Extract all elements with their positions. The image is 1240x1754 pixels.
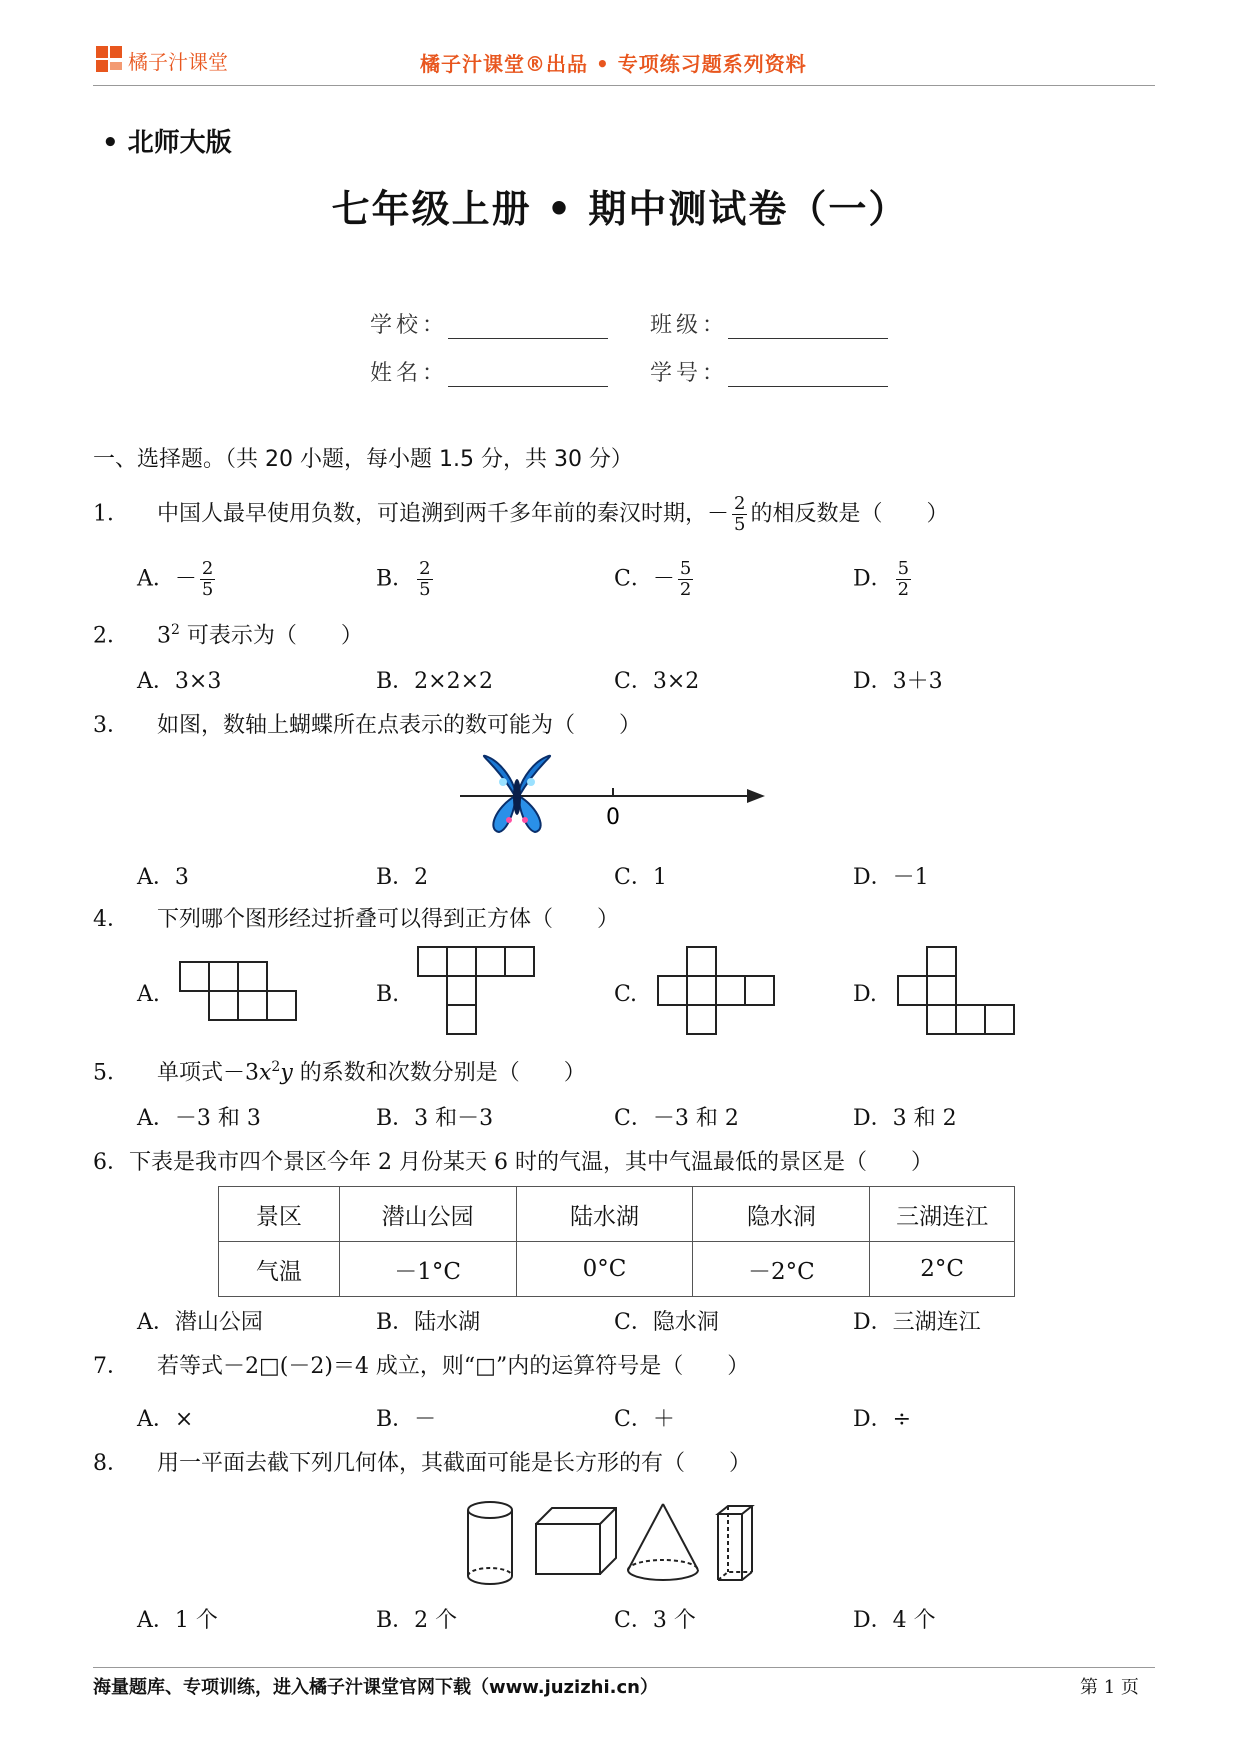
fraction	[417, 559, 432, 600]
axis-arrow-icon	[747, 789, 765, 803]
fraction	[896, 559, 911, 600]
table-cell: 三湖连江	[870, 1187, 1015, 1242]
q8-option-c[interactable]: C．3 个	[614, 1608, 696, 1633]
question-text: 的系数和次数分别是（ ）	[299, 1060, 586, 1086]
question-2	[93, 616, 363, 650]
school-blank[interactable]	[448, 316, 608, 339]
brand-name: 橘子汁课堂	[128, 50, 228, 74]
q4-option-c[interactable]: C.	[614, 982, 638, 1007]
table-cell: －1°C	[339, 1242, 516, 1297]
name-blank[interactable]	[448, 364, 608, 387]
q5-option-c[interactable]: C．－3 和 2	[614, 1106, 739, 1131]
q4-option-d[interactable]: D.	[853, 982, 877, 1007]
question-6	[93, 1149, 933, 1177]
q3-option-d[interactable]: D．－1	[853, 865, 929, 890]
option-label: B．	[376, 566, 415, 592]
q3-option-a[interactable]: A．3	[137, 865, 189, 890]
question-text: 的相反数是（ ）	[750, 501, 949, 527]
q1-option-a[interactable]	[137, 559, 218, 600]
info-row-2	[370, 356, 888, 387]
question-text: 下列哪个图形经过折叠可以得到正方体（ ）	[157, 907, 620, 932]
q8-option-d[interactable]: D．4 个	[853, 1608, 936, 1633]
class-label: 班级：	[650, 313, 729, 338]
q8-option-b[interactable]: B．2 个	[376, 1608, 458, 1633]
table-row	[219, 1187, 1015, 1242]
q7-option-a[interactable]: A．×	[137, 1407, 194, 1432]
question-number: 2．	[93, 623, 129, 649]
question-text: 如图，数轴上蝴蝶所在点表示的数可能为（ ）	[157, 713, 642, 738]
cylinder-icon	[468, 1502, 512, 1584]
fraction-denominator: 5	[419, 579, 431, 600]
header-divider	[93, 85, 1155, 86]
fraction-denominator: 5	[201, 579, 214, 600]
table-cell: 0°C	[516, 1242, 693, 1297]
option-label: D．	[853, 566, 893, 592]
q6-option-b[interactable]: B．陆水湖	[376, 1310, 481, 1335]
footer-text: 海量题库、专项训练，进入橘子汁课堂官网下载（www.juzizhi.cn）	[93, 1677, 658, 1698]
table-row	[219, 1242, 1015, 1297]
question-number: 3．	[93, 713, 129, 738]
q2-option-c[interactable]: C．3×2	[614, 669, 700, 694]
table-cell: 景区	[219, 1187, 340, 1242]
fraction	[678, 559, 693, 600]
question-number: 5．	[93, 1060, 129, 1086]
question-7	[93, 1353, 749, 1381]
class-blank[interactable]	[728, 316, 888, 339]
temperature-table	[218, 1186, 1015, 1297]
q4-option-b[interactable]: B.	[376, 982, 400, 1007]
fraction-denominator: 2	[897, 579, 910, 600]
option-label: A．－	[137, 566, 197, 592]
fraction-numerator: 2	[734, 493, 746, 514]
school-label: 学校：	[370, 313, 449, 338]
q7-option-b[interactable]: B．－	[376, 1407, 437, 1432]
variable-x: x	[259, 1060, 272, 1086]
power-exponent: 2	[171, 622, 180, 638]
footer-divider	[93, 1667, 1155, 1668]
fraction	[200, 559, 215, 600]
q1-option-d[interactable]	[853, 559, 914, 600]
table-cell: 隐水洞	[693, 1187, 870, 1242]
table-cell: 潜山公园	[339, 1187, 516, 1242]
q6-option-c[interactable]: C．隐水洞	[614, 1310, 719, 1335]
q4-option-a[interactable]: A.	[137, 982, 160, 1007]
page-title: 七年级上册 • 期中测试卷（一）	[331, 187, 909, 231]
question-number: 7．	[93, 1354, 129, 1379]
table-cell: 2°C	[870, 1242, 1015, 1297]
fraction-numerator: 2	[201, 558, 214, 579]
q5-option-a[interactable]: A．－3 和 3	[137, 1106, 261, 1131]
header-title: 橘子汁课堂®出品 • 专项练习题系列资料	[420, 52, 807, 76]
question-8	[93, 1450, 751, 1478]
fraction	[732, 494, 747, 535]
question-text: 若等式－2□(－2)＝4 成立，则“□”内的运算符号是（ ）	[157, 1354, 750, 1379]
question-text: 可表示为（ ）	[186, 623, 363, 649]
q6-option-a[interactable]: A．潜山公园	[137, 1310, 263, 1335]
table-cell: 气温	[219, 1242, 340, 1297]
section-heading: 一、选择题。（共 20 小题，每小题 1.5 分，共 30 分）	[93, 447, 633, 472]
q3-option-c[interactable]: C．1	[614, 865, 667, 890]
q6-option-d[interactable]: D．三湖连江	[853, 1310, 981, 1335]
fraction-denominator: 2	[679, 579, 692, 600]
q5-option-b[interactable]: B．3 和－3	[376, 1106, 494, 1131]
q1-option-b[interactable]	[376, 559, 436, 600]
zero-label: 0	[606, 805, 620, 830]
question-number: 8．	[93, 1451, 129, 1476]
fraction-numerator: 5	[679, 558, 692, 579]
butterfly-icon	[484, 756, 550, 832]
power-base: 3	[157, 623, 171, 649]
q7-option-c[interactable]: C．＋	[614, 1407, 675, 1432]
prism-icon	[718, 1506, 752, 1580]
id-blank[interactable]	[728, 364, 888, 387]
q1-option-c[interactable]	[614, 559, 696, 600]
cube-net-a	[178, 960, 302, 1022]
id-label: 学号：	[650, 361, 729, 386]
q8-option-a[interactable]: A．1 个	[137, 1608, 218, 1633]
cube-net-d	[896, 945, 1020, 1037]
question-text: 中国人最早使用负数，可追溯到两千多年前的秦汉时期，－	[157, 501, 730, 527]
question-number: 4．	[93, 907, 129, 932]
q5-option-d[interactable]: D．3 和 2	[853, 1106, 957, 1131]
name-label: 姓名：	[370, 361, 449, 386]
solids-figure	[460, 1498, 780, 1590]
cone-icon	[628, 1504, 698, 1580]
question-text: 单项式－3	[157, 1060, 259, 1086]
edition-label: • 北师大版	[102, 128, 232, 158]
q2-option-a[interactable]: A．3×3	[137, 669, 222, 694]
question-text: 下表是我市四个景区今年 2 月份某天 6 时的气温，其中气温最低的景区是（ ）	[129, 1150, 933, 1175]
power-exponent: 2	[271, 1059, 281, 1075]
cube-net-b	[416, 945, 540, 1037]
question-number: 6．	[93, 1150, 129, 1175]
fraction-denominator: 5	[734, 514, 746, 535]
question-3	[93, 712, 641, 740]
option-label: C．－	[614, 566, 675, 592]
q3-option-b[interactable]: B．2	[376, 865, 429, 890]
brand-logo-icon	[96, 46, 124, 74]
cuboid-icon	[536, 1508, 616, 1574]
table-cell: －2°C	[693, 1242, 870, 1297]
q2-option-d[interactable]: D．3＋3	[853, 669, 943, 694]
q7-option-d[interactable]: D．÷	[853, 1407, 912, 1432]
number-line-figure	[455, 752, 775, 842]
fraction-numerator: 5	[897, 558, 910, 579]
question-text: 用一平面去截下列几何体，其截面可能是长方形的有（ ）	[157, 1451, 752, 1476]
info-row-1	[370, 308, 888, 339]
q2-option-b[interactable]: B．2×2×2	[376, 669, 494, 694]
cube-net-c	[656, 945, 780, 1037]
question-number: 1．	[93, 501, 129, 527]
fraction-numerator: 2	[419, 558, 431, 579]
question-5	[93, 1053, 586, 1087]
question-4	[93, 906, 619, 934]
variable-y: y	[280, 1060, 293, 1086]
question-1	[93, 494, 948, 535]
page-number: 第 1 页	[1080, 1677, 1139, 1698]
table-cell: 陆水湖	[516, 1187, 693, 1242]
